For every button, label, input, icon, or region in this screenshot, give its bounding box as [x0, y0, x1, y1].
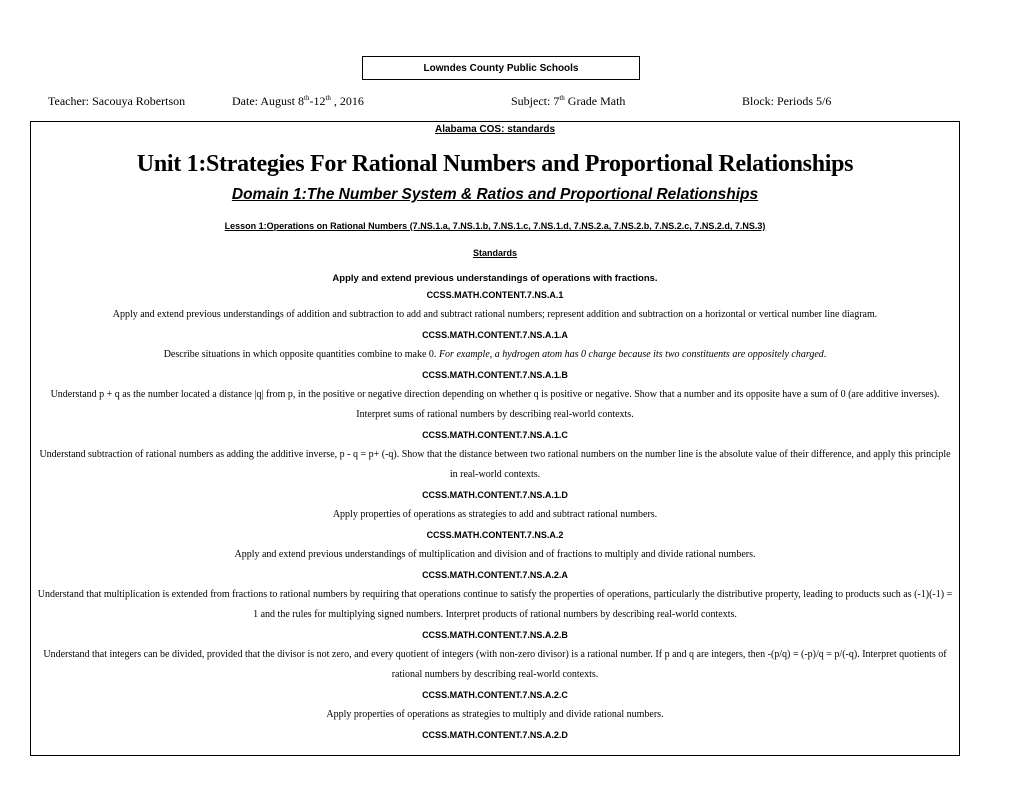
standard-code: CCSS.MATH.CONTENT.7.NS.A.1.D	[422, 490, 568, 500]
standard-7-ns-a-2-b	[31, 625, 959, 685]
lesson-date: Date: August 8th-12th , 2016	[232, 94, 364, 108]
standards-box	[30, 121, 960, 756]
unit-title: Unit 1:Strategies For Rational Numbers and Proportional Relationships	[136, 151, 854, 177]
standard-text: Understand that multiplication is extended from fractions to rational numbers by requiring that operations continue to satisfy the properties of operations, particularly the distributive property, leading to products such as (-1)(-1) = 1 and the rules for multiplying signed numbers. Interpret products of rational numbers by describing real-world contexts.	[37, 589, 953, 620]
standard-code: CCSS.MATH.CONTENT.7.NS.A.1.C	[422, 430, 568, 440]
standard-text: Apply and extend previous understandings of addition and subtraction to add and subtract rational numbers; represent addition and subtraction on a horizontal or vertical number line diagram.	[112, 309, 878, 320]
standard-text: Apply properties of operations as strategies to multiply and divide rational numbers.	[326, 709, 664, 720]
standard-7-ns-a-1	[31, 285, 959, 325]
standard-code: CCSS.MATH.CONTENT.7.NS.A.2	[426, 530, 564, 540]
standard-7-ns-a-1-d	[31, 485, 959, 525]
cos-title: Alabama COS: standards	[434, 124, 556, 135]
block: Block: Periods 5/6	[742, 94, 832, 108]
standard-code: CCSS.MATH.CONTENT.7.NS.A.1.A	[422, 330, 568, 340]
standard-text: Understand subtraction of rational numbers as adding the additive inverse, p - q = p+ (-q). Show that the distance between two rational numbers on the number line is the absolute value of their difference, and apply this principle in real-world contexts.	[39, 449, 951, 480]
standard-7-ns-a-1-b	[31, 365, 959, 425]
subject: Subject: 7th Grade Math	[511, 94, 626, 108]
standard-text: Apply and extend previous understandings of multiplication and division and of fractions to multiply and divide rational numbers.	[234, 549, 756, 560]
standard-text: Apply properties of operations as strategies to add and subtract rational numbers.	[332, 509, 658, 520]
teacher-name: Teacher: Sacouya Robertson	[48, 94, 186, 108]
standard-code: CCSS.MATH.CONTENT.7.NS.A.1.B	[422, 370, 568, 380]
standard-code: CCSS.MATH.CONTENT.7.NS.A.2.B	[422, 630, 568, 640]
standard-7-ns-a-2-a	[31, 565, 959, 625]
domain-title: Domain 1:The Number System & Ratios and Proportional Relationships	[231, 186, 759, 203]
standards-label: Standards	[472, 248, 517, 258]
standard-code: CCSS.MATH.CONTENT.7.NS.A.2.C	[422, 690, 568, 700]
standard-7-ns-a-2	[31, 525, 959, 565]
standard-text: Understand that integers can be divided, provided that the divisor is not zero, and every quotient of integers (with non-zero divisor) is a rational number. If p and q are integers, then -(p/q) = (-p)/q = p/(-q). Interpret quotients of rational numbers by describing real-world contexts.	[43, 649, 947, 680]
standard-7-ns-a-2-d	[31, 725, 959, 745]
standard-code: CCSS.MATH.CONTENT.7.NS.A.2.D	[422, 730, 568, 740]
standards-intro: Apply and extend previous understandings of operations with fractions.	[332, 273, 658, 284]
standard-text: Understand p + q as the number located a distance |q| from p, in the positive or negative direction depending on whether q is positive or negative. Show that a number and its opposite have a sum of 0 (are additive inverses). Interpret sums of rational numbers by describing real-world contexts.	[50, 389, 940, 420]
standard-7-ns-a-2-c	[31, 685, 959, 725]
lesson-title: Lesson 1:Operations on Rational Numbers (7.NS.1.a, 7.NS.1.b, 7.NS.1.c, 7.NS.1.d, 7.NS.2.a, 7.NS.2.b, 7.NS.2.c, 7.NS.2.d, 7.NS.3)	[224, 221, 766, 231]
school-name-box	[362, 56, 640, 80]
school-name: Lowndes County Public Schools	[423, 63, 579, 74]
standard-code: CCSS.MATH.CONTENT.7.NS.A.2.A	[422, 570, 568, 580]
standard-7-ns-a-1-a	[31, 325, 959, 365]
standard-text: Describe situations in which opposite quantities combine to make 0. For example, a hydrogen atom has 0 charge because its two constituents are oppositely charged.	[163, 349, 827, 360]
standard-7-ns-a-1-c	[31, 425, 959, 485]
standard-code: CCSS.MATH.CONTENT.7.NS.A.1	[426, 290, 564, 300]
